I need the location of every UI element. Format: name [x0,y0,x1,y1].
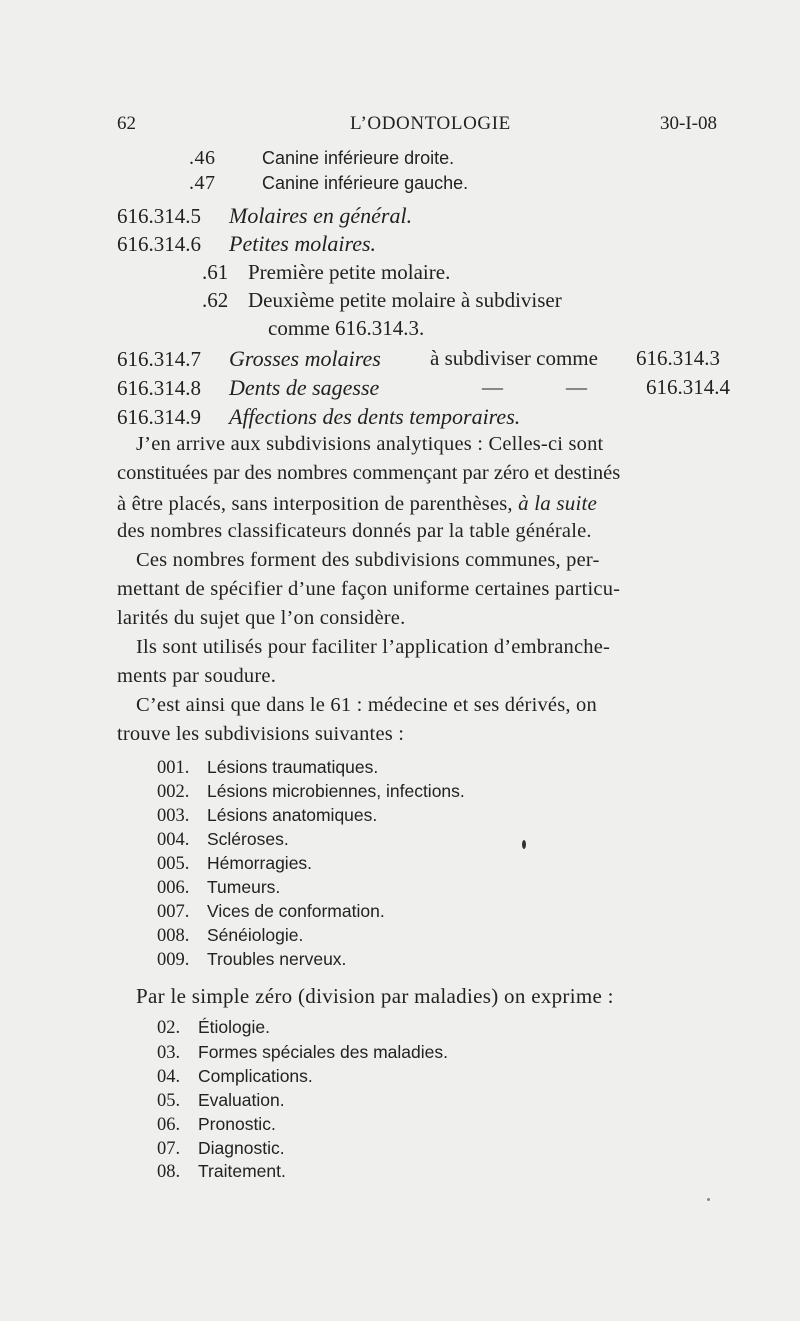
class-code: 616.314.9 [117,405,201,429]
list-item-label: Evaluation. [198,1090,285,1110]
list-item-code: 004. [157,830,190,850]
class-label: Grosses molaires [229,346,381,371]
list-item-label: Traitement. [198,1161,286,1181]
paragraph-line: larités du sujet que l’on considère. [117,607,406,629]
list-item-label: Diagnostic. [198,1138,285,1158]
list-item-label: Vices de conformation. [207,901,385,921]
header-date: 30-I-08 [660,113,717,134]
page-number: 62 [117,113,136,134]
list-item [157,1042,448,1064]
list-item-label: Formes spéciales des maladies. [198,1042,448,1062]
list-item-code: 06. [157,1115,181,1135]
ditto-dash: — [566,375,587,399]
class-entry [117,203,412,229]
list-item-label: Lésions traumatiques. [207,757,379,777]
list-item-code: 009. [157,950,190,970]
emphasis-text: à la suite [518,491,598,515]
paragraph-line: des nombres classificateurs donnés par la table générale. [117,520,592,542]
paragraph-line: constituées par des nombres commençant par zéro et destinés [117,462,621,484]
ink-speck [522,840,526,849]
list-item-code: 007. [157,902,190,922]
list-item [157,949,346,971]
list-item-label: Scléroses. [207,829,289,849]
list-item-label: Lésions microbiennes, infections. [207,781,465,801]
class-code: 616.314.7 [117,347,201,371]
continuation-line: comme 616.314.3. [268,316,425,340]
list-item-label: Lésions anatomiques. [207,805,378,825]
paragraph-line: Ils sont utilisés pour faciliter l’application d’embranche- [136,636,611,658]
list-item-code: 005. [157,854,190,874]
list-item-code: 008. [157,926,190,946]
list-item [157,925,303,947]
paragraph-line: Par le simple zéro (division par maladies) on exprime : [136,984,614,1008]
class-label: Affections des dents temporaires. [229,404,521,429]
list-item-code: 07. [157,1139,181,1159]
list-item-label: Complications. [198,1066,313,1086]
list-item-label: Étiologie. [198,1017,270,1037]
class-ref: 616.314.3 [636,346,720,370]
list-item-code: 006. [157,878,190,898]
sub-entry-code: .47 [189,172,216,194]
list-item [157,1161,286,1183]
list-item [157,1090,285,1112]
paragraph-line: Ces nombres forment des subdivisions communes, per- [136,549,600,571]
list-item-code: 02. [157,1018,181,1038]
list-item-code: 001. [157,758,190,778]
list-item-label: Hémorragies. [207,853,313,873]
list-item-code: 03. [157,1043,181,1063]
paragraph-line [117,491,597,516]
sub-entry-code: .46 [189,147,216,169]
list-item [157,781,465,803]
sub-entry-label: Première petite molaire. [248,260,451,284]
list-item-label: Pronostic. [198,1114,276,1134]
sub-entry-label: Canine inférieure droite. [262,148,455,168]
class-code: 616.314.8 [117,376,201,400]
list-item [157,1114,276,1136]
class-entry [117,404,520,430]
class-ref: 616.314.4 [646,375,730,399]
list-item [157,853,312,875]
list-item [157,829,289,851]
list-item-label: Tumeurs. [207,877,281,897]
class-entry [117,231,376,257]
class-code: 616.314.5 [117,204,201,228]
list-item-label: Sénéiologie. [207,925,304,945]
paragraph-line: mettant de spécifier d’une façon uniforme certaines particu- [117,578,621,600]
sub-entry-label: Deuxième petite molaire à subdiviser [248,288,562,312]
list-item [157,1017,270,1039]
running-title: L’ODONTOLOGIE [350,113,511,134]
sub-entry-code: .61 [202,260,229,284]
sub-entry [189,147,454,170]
paragraph-line: ments par soudure. [117,665,277,687]
class-label: Dents de sagesse [229,375,380,400]
list-item [157,805,377,827]
list-item [157,1138,285,1160]
list-item-code: 003. [157,806,190,826]
sub-entry [202,260,450,285]
class-label: Petites molaires. [229,231,377,256]
paragraph-line: C’est ainsi que dans le 61 : médecine et ses dérivés, on [136,694,597,716]
ditto-dash: — [482,375,503,399]
class-entry [117,375,379,401]
list-item-label: Troubles nerveux. [207,949,347,969]
sub-entry-code: .62 [202,288,229,312]
sub-entry [202,288,562,313]
paragraph-line: trouve les subdivisions suivantes : [117,723,405,745]
list-item-code: 05. [157,1091,181,1111]
list-item [157,1066,313,1088]
paragraph-text: à être placés, sans interposition de parenthèses, [117,493,513,515]
list-item-code: 08. [157,1162,181,1182]
list-item [157,877,280,899]
paragraph-line: J’en arrive aux subdivisions analytiques : Celles-ci sont [136,433,604,455]
class-entry [117,346,381,372]
list-item [157,757,378,779]
list-item-code: 04. [157,1067,181,1087]
list-item [157,901,385,923]
sub-entry [189,172,468,195]
list-item-code: 002. [157,782,190,802]
sub-entry-label: Canine inférieure gauche. [262,173,469,193]
class-code: 616.314.6 [117,232,201,256]
class-label: Molaires en général. [229,203,413,228]
ink-speck [707,1198,710,1201]
class-rest: à subdiviser comme [430,346,598,370]
